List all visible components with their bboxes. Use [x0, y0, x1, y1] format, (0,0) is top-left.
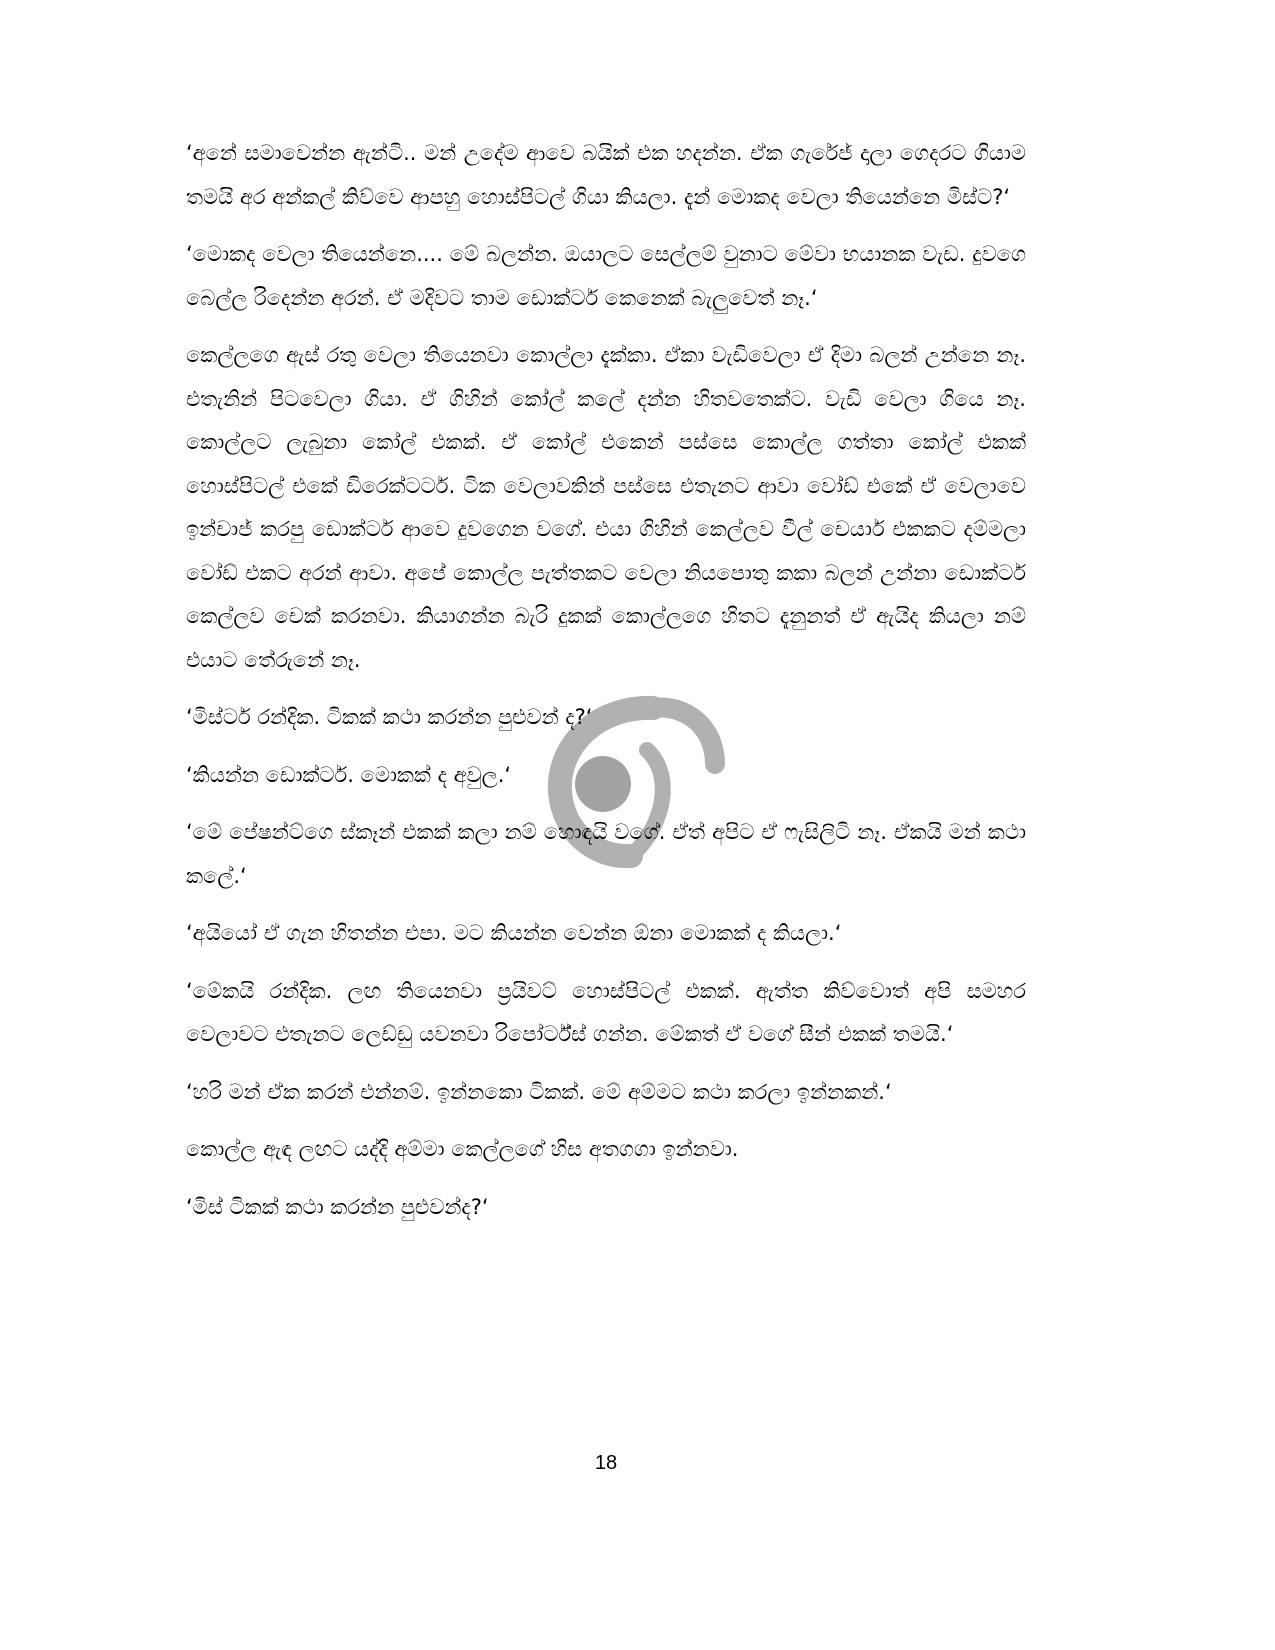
paragraph-7: ‘අයියෝ ඒ ගැන හිතන්න එපා. මට කියන්න වෙන්න ඕනා මොකක් ද කියලා.‘: [186, 921, 842, 945]
paragraph-2: ‘මොකද වෙලා තියෙන්නෙ.... මේ බලන්න. ඔයාලට සෙල්ලම් වුනාට මේවා භයානක වැඩ. දුවගෙ බෙල්ල රිදෙන්න අරන්. ඒ මදිවට තාම ඩොක්ටර් කෙනෙක් බැලුවෙත් නෑ.‘: [186, 242, 1026, 310]
paragraph-9: ‘හරි මන් ඒක කරන් එන්නම්. ඉන්නකො ටිකක්. මේ අම්මට කථා කරලා ඉන්නකන්.‘: [186, 1079, 892, 1104]
paragraph-6: ‘මේ පේෂන්ට්ගෙ ස්කෑන් එකක් කලා නම් හොඳයි වගේ. ඒත් අපිට ඒ ෆැසිලිටි නෑ. ඒකයි මන් කථා කලේ.‘: [186, 820, 1026, 888]
page-body: [186, 132, 1026, 1243]
paragraph-1: ‘අනේ සමාවෙන්න ඇන්ටි.. මන් උදේම ආවෙ බයික් එක හදන්න. ඒක ගැරේජ් දාලා ගෙදරට ගියාම තමයි අර අන්කල් කිව්වෙ ආපහු හොස්පිටල් ගියා කියලා. දැන් මොකද වෙලා තියෙන්නෙ මිස්ට?‘: [186, 141, 1026, 209]
paragraph-5: ‘කියන්න ඩොක්ටර්. මොකක් ද අවුල.‘: [186, 762, 512, 787]
paragraph-4: ‘මිස්ටර් රන්දික. ටිකක් කථා කරන්න පුළුවන් ද?‘: [186, 705, 593, 729]
page-number: 18: [594, 1452, 618, 1474]
paragraph-8: ‘මේකයි රන්දික. ලඟ තියෙනවා ප්‍රයිවට් හොස්පිටල් එකක්. ඇත්ත කිව්වොත් අපි සමහර වෙලාවට එතැනට ලෙඩ්ඩු යවනවා රිපෝර්ට්ස් ගන්න. මේකත් ඒ වගේ සීන් එකක් තමයි.‘: [186, 978, 1026, 1046]
paragraph-3: කෙල්ලගෙ ඇස් රතු වෙලා තියෙනවා කොල්ලා දැක්කා. ඒකා වැඩිවෙලා ඒ දිමා බලන් උන්නෙ නෑ. එතැනින් පිටවෙලා ගියා. ඒ ගිහින් කෝල් කලේ දන්න හිතවතෙක්ට. වැඩි වෙලා ගියෙ නෑ. කොල්ලට ලැබුනා කෝල් එකක්. ඒ කෝල් එකෙන් පස්සෙ කොල්ල ගත්තා කෝල් එකක් හොස්පිටල් එකේ ඩිරෙක්ටර්ට. ටික වෙලාවකින් පස්සෙ එතැනට ආවා වෝඩ් එකේ ඒ වෙලාවෙ ඉන්චාජ් කරපු ඩොක්ටර් ආවෙ දුවගෙන වගේ. එයා ගිහින් කෙල්ලව වීල් චෙයාර් එකකට දම්මලා වෝඩ් එකට අරන් ආවා. අපේ කොල්ල පැත්තකට වෙලා නියපොතු කකා බලන් උන්නා ඩොක්ටර් කෙල්ලව චෙක් කරනවා. කියාගන්න බැරි දුකක් කොල්ලගෙ හිතට දැනුනත් ඒ ඇයිද කියලා නම් එයාට තේරුනේ නෑ.: [186, 343, 1026, 672]
paragraph-11: ‘මිස් ටිකක් කථා කරන්න පුළුවන්ද?‘: [186, 1194, 489, 1219]
paragraph-10: කොල්ල ඇඳ ලඟට යද්දි අම්මා කෙල්ලගේ හිස අතගගා ඉන්නවා.: [186, 1137, 739, 1161]
